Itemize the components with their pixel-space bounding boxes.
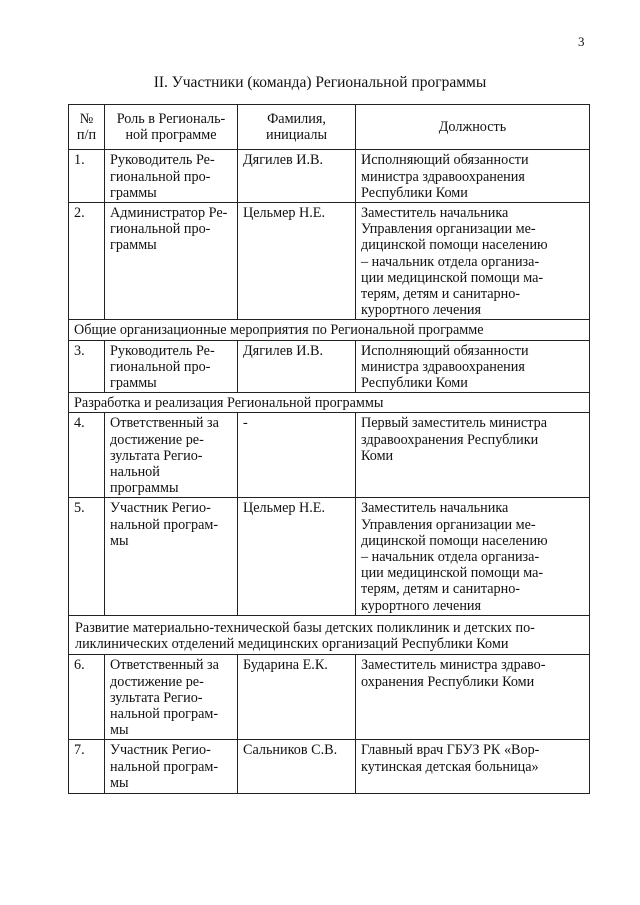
row-num: 2.: [69, 203, 105, 320]
row-role: Ответственный за достижение ре- зультата Регио- нальной программы: [105, 413, 238, 498]
row-name: Сальников С.В.: [238, 740, 356, 794]
row-position: Исполняющий обязанности министра здравоохранения Республики Коми: [356, 340, 590, 393]
row-num: 5.: [69, 498, 105, 615]
table-row: [69, 740, 590, 794]
row-role: Ответственный за достижение ре- зультата Регио- нальной програм- мы: [105, 655, 238, 740]
row-name: Бударина Е.К.: [238, 655, 356, 740]
row-position: Заместитель начальника Управления организации ме- дицинской помощи населению – начальник отдела организа- ции медицинской помощи ма- терям, детям и санитарно- курортного лечения: [356, 203, 590, 320]
table-row: [69, 655, 590, 740]
row-name: -: [238, 413, 356, 498]
page-title: II. Участники (команда) Региональной программы: [153, 74, 487, 91]
header-position: Должность: [356, 105, 590, 150]
row-name: Дягилев И.В.: [238, 340, 356, 393]
row-position: Исполняющий обязанности министра здравоохранения Республики Коми: [356, 150, 590, 203]
table-row: [69, 413, 590, 498]
row-num: 3.: [69, 340, 105, 393]
row-role: Участник Регио- нальной програм- мы: [105, 498, 238, 615]
table-row: [69, 340, 590, 393]
header-role: Роль в Региональ- ной программе: [105, 105, 238, 150]
row-name: Цельмер Н.Е.: [238, 498, 356, 615]
table-row: [69, 203, 590, 320]
row-position: Главный врач ГБУЗ РК «Вор- кутинская детская больница»: [356, 740, 590, 794]
section-heading: Разработка и реализация Региональной программы: [69, 393, 590, 413]
header-num: № п/п: [69, 105, 105, 150]
row-num: 7.: [69, 740, 105, 794]
header-name: Фамилия, инициалы: [238, 105, 356, 150]
row-role: Администратор Ре- гиональной про- граммы: [105, 203, 238, 320]
row-position: Заместитель министра здраво- охранения Республики Коми: [356, 655, 590, 740]
row-num: 6.: [69, 655, 105, 740]
row-num: 4.: [69, 413, 105, 498]
row-num: 1.: [69, 150, 105, 203]
row-role: Руководитель Ре- гиональной про- граммы: [105, 340, 238, 393]
section-heading: Общие организационные мероприятия по Региональной программе: [69, 320, 590, 340]
row-role: Руководитель Ре- гиональной про- граммы: [105, 150, 238, 203]
table-row: [69, 498, 590, 615]
participants-table: [68, 104, 590, 794]
section-row: [69, 615, 590, 654]
row-position: Заместитель начальника Управления организации ме- дицинской помощи населению – начальник отдела организа- ции медицинской помощи ма- терям, детям и санитарно- курортного лечения: [356, 498, 590, 615]
page-number: 3: [578, 34, 585, 49]
row-position: Первый заместитель министра здравоохранения Республики Коми: [356, 413, 590, 498]
section-row: [69, 393, 590, 413]
table-row: [69, 150, 590, 203]
section-row: [69, 320, 590, 340]
section-heading: Развитие материально-технической базы детских поликлиник и детских по- ликлинических отделений медицинских организаций Республики Коми: [69, 615, 590, 654]
row-role: Участник Регио- нальной програм- мы: [105, 740, 238, 794]
row-name: Дягилев И.В.: [238, 150, 356, 203]
table-header-row: [69, 105, 590, 150]
row-name: Цельмер Н.Е.: [238, 203, 356, 320]
